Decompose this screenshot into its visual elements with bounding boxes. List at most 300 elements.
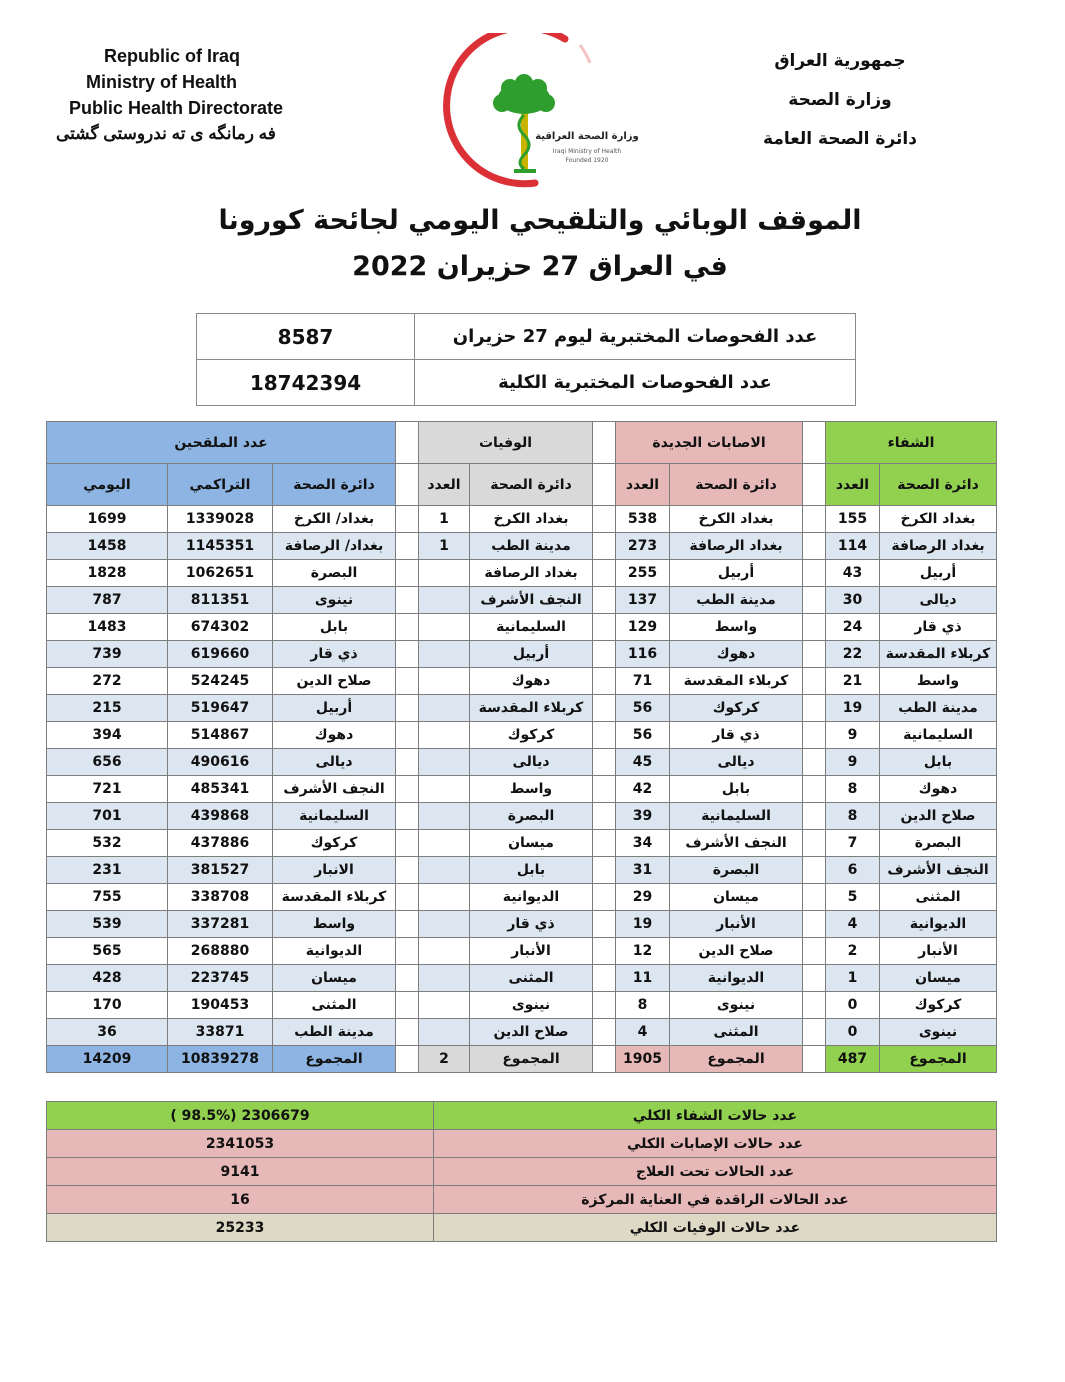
column-gap bbox=[803, 422, 826, 464]
deaths-count-cell bbox=[419, 695, 470, 722]
column-gap bbox=[396, 803, 419, 830]
recovery-count-cell: 8 bbox=[826, 776, 880, 803]
column-gap bbox=[803, 560, 826, 587]
column-gap bbox=[803, 749, 826, 776]
vacc-dept-cell: بغداد/ الكرخ bbox=[273, 506, 396, 533]
recovery-dept-cell: واسط bbox=[880, 668, 997, 695]
vacc-cumulative-cell: 811351 bbox=[168, 587, 273, 614]
column-gap bbox=[396, 641, 419, 668]
column-gap bbox=[803, 992, 826, 1019]
cases-dept-cell: النجف الأشرف bbox=[670, 830, 803, 857]
vacc-daily-cell: 656 bbox=[47, 749, 168, 776]
deaths-dept-cell: السليمانية bbox=[470, 614, 593, 641]
recovery-count-cell: 7 bbox=[826, 830, 880, 857]
table-row bbox=[47, 803, 997, 830]
summary-body bbox=[47, 1102, 997, 1242]
summary-value: 2341053 bbox=[47, 1130, 434, 1158]
recovery-dept-cell: بغداد الكرخ bbox=[880, 506, 997, 533]
regional-stats-table bbox=[46, 421, 997, 1073]
tests-total-value: 18742394 bbox=[197, 360, 415, 406]
vacc-daily-cell: 701 bbox=[47, 803, 168, 830]
vacc-cumulative-cell: 619660 bbox=[168, 641, 273, 668]
vacc-daily-cell: 272 bbox=[47, 668, 168, 695]
recovery-count-cell: 9 bbox=[826, 722, 880, 749]
column-gap bbox=[803, 722, 826, 749]
table-row bbox=[47, 965, 997, 992]
summary-value: 9141 bbox=[47, 1158, 434, 1186]
logo-founded: Founded 1920 bbox=[565, 157, 609, 164]
deaths-dept-cell: بغداد الرصافة bbox=[470, 560, 593, 587]
header-en-line-1: Republic of Iraq bbox=[103, 46, 240, 66]
ministry-logo bbox=[440, 33, 640, 193]
cases-count-cell: 116 bbox=[616, 641, 670, 668]
deaths-count-cell bbox=[419, 911, 470, 938]
recovery-count-cell: 0 bbox=[826, 992, 880, 1019]
deaths-count-cell bbox=[419, 641, 470, 668]
cases-count-cell: 56 bbox=[616, 695, 670, 722]
vacc-cumulative-cell: 337281 bbox=[168, 911, 273, 938]
recovery-total-label: المجموع bbox=[880, 1046, 997, 1073]
vacc-cumulative-cell: 524245 bbox=[168, 668, 273, 695]
table-row bbox=[47, 587, 997, 614]
deaths-dept-cell: كركوك bbox=[470, 722, 593, 749]
recovery-dept-cell: كربلاء المقدسة bbox=[880, 641, 997, 668]
column-gap bbox=[396, 422, 419, 464]
column-gap bbox=[803, 695, 826, 722]
recovery-count-cell: 1 bbox=[826, 965, 880, 992]
recovery-count-cell: 4 bbox=[826, 911, 880, 938]
summary-table bbox=[46, 1101, 997, 1242]
group-new-cases-header: الاصابات الجديدة bbox=[616, 422, 803, 464]
col-recovery-count: العدد bbox=[826, 464, 880, 506]
summary-row bbox=[47, 1102, 997, 1130]
recovery-dept-cell: ديالى bbox=[880, 587, 997, 614]
column-gap bbox=[396, 749, 419, 776]
column-gap bbox=[593, 830, 616, 857]
col-recovery-dept: دائرة الصحة bbox=[880, 464, 997, 506]
tests-daily-value: 8587 bbox=[197, 314, 415, 360]
vacc-daily-cell: 787 bbox=[47, 587, 168, 614]
cases-count-cell: 19 bbox=[616, 911, 670, 938]
vacc-cumulative-cell: 439868 bbox=[168, 803, 273, 830]
recovery-dept-cell: بابل bbox=[880, 749, 997, 776]
deaths-dept-cell: الديوانية bbox=[470, 884, 593, 911]
column-gap bbox=[396, 668, 419, 695]
cases-dept-cell: ديالى bbox=[670, 749, 803, 776]
vacc-daily-cell: 739 bbox=[47, 641, 168, 668]
table-row bbox=[47, 668, 997, 695]
recovery-dept-cell: الأنبار bbox=[880, 938, 997, 965]
column-gap bbox=[396, 1046, 419, 1073]
cases-count-cell: 45 bbox=[616, 749, 670, 776]
table-row bbox=[47, 641, 997, 668]
column-gap bbox=[803, 614, 826, 641]
column-gap bbox=[593, 803, 616, 830]
vacc-dept-cell: الديوانية bbox=[273, 938, 396, 965]
vacc-cumulative-cell: 1062651 bbox=[168, 560, 273, 587]
cases-count-cell: 137 bbox=[616, 587, 670, 614]
recovery-dept-cell: البصرة bbox=[880, 830, 997, 857]
column-gap bbox=[803, 587, 826, 614]
cases-count-cell: 4 bbox=[616, 1019, 670, 1046]
cases-count-cell: 12 bbox=[616, 938, 670, 965]
column-gap bbox=[396, 464, 419, 506]
deaths-total: 2 bbox=[419, 1046, 470, 1073]
palm-tree-icon bbox=[493, 74, 555, 173]
deaths-dept-cell: البصرة bbox=[470, 803, 593, 830]
column-gap bbox=[593, 506, 616, 533]
recovery-dept-cell: بغداد الرصافة bbox=[880, 533, 997, 560]
logo-arabic-name: وزارة الصحة العراقية bbox=[535, 131, 639, 142]
cases-dept-cell: مدينة الطب bbox=[670, 587, 803, 614]
col-deaths-count: العدد bbox=[419, 464, 470, 506]
summary-label: عدد الحالات تحت العلاج bbox=[434, 1158, 997, 1186]
summary-row bbox=[47, 1214, 997, 1242]
cases-count-cell: 273 bbox=[616, 533, 670, 560]
col-vacc-daily: اليومي bbox=[47, 464, 168, 506]
summary-label: عدد الحالات الراقدة في العناية المركزة bbox=[434, 1186, 997, 1214]
deaths-count-cell bbox=[419, 587, 470, 614]
recovery-count-cell: 30 bbox=[826, 587, 880, 614]
column-gap bbox=[803, 938, 826, 965]
vacc-daily-cell: 428 bbox=[47, 965, 168, 992]
table-row bbox=[47, 749, 997, 776]
deaths-dept-cell: صلاح الدين bbox=[470, 1019, 593, 1046]
deaths-dept-cell: ميسان bbox=[470, 830, 593, 857]
table-row bbox=[47, 695, 997, 722]
group-vaccinated-header: عدد الملقحين bbox=[47, 422, 396, 464]
column-gap bbox=[803, 1046, 826, 1073]
summary-label: عدد حالات الشفاء الكلي bbox=[434, 1102, 997, 1130]
recovery-dept-cell: أربيل bbox=[880, 560, 997, 587]
group-header-row bbox=[47, 422, 997, 464]
table-row bbox=[47, 830, 997, 857]
summary-value: 25233 bbox=[47, 1214, 434, 1242]
cases-dept-cell: كركوك bbox=[670, 695, 803, 722]
table-row bbox=[47, 722, 997, 749]
column-gap bbox=[593, 749, 616, 776]
column-gap bbox=[593, 695, 616, 722]
summary-label: عدد حالات الوفيات الكلي bbox=[434, 1214, 997, 1242]
cases-total-label: المجموع bbox=[670, 1046, 803, 1073]
vacc-dept-cell: بابل bbox=[273, 614, 396, 641]
column-gap bbox=[593, 911, 616, 938]
vacc-cumulative-cell: 381527 bbox=[168, 857, 273, 884]
cases-dept-cell: السليمانية bbox=[670, 803, 803, 830]
deaths-count-cell bbox=[419, 884, 470, 911]
cases-count-cell: 11 bbox=[616, 965, 670, 992]
column-gap bbox=[396, 938, 419, 965]
vacc-daily-cell: 1458 bbox=[47, 533, 168, 560]
cases-count-cell: 29 bbox=[616, 884, 670, 911]
cases-count-cell: 56 bbox=[616, 722, 670, 749]
column-gap bbox=[593, 992, 616, 1019]
recovery-dept-cell: دهوك bbox=[880, 776, 997, 803]
cases-count-cell: 39 bbox=[616, 803, 670, 830]
recovery-dept-cell: النجف الأشرف bbox=[880, 857, 997, 884]
recovery-count-cell: 21 bbox=[826, 668, 880, 695]
deaths-dept-cell: ديالى bbox=[470, 749, 593, 776]
deaths-dept-cell: دهوك bbox=[470, 668, 593, 695]
column-gap bbox=[396, 776, 419, 803]
group-deaths-header: الوفيات bbox=[419, 422, 593, 464]
deaths-count-cell bbox=[419, 938, 470, 965]
deaths-count-cell: 1 bbox=[419, 533, 470, 560]
vacc-cumulative-cell: 519647 bbox=[168, 695, 273, 722]
table-row bbox=[47, 1019, 997, 1046]
column-gap bbox=[396, 1019, 419, 1046]
cases-total: 1905 bbox=[616, 1046, 670, 1073]
cases-count-cell: 129 bbox=[616, 614, 670, 641]
group-recovery-header: الشفاء bbox=[826, 422, 997, 464]
deaths-dept-cell: أربيل bbox=[470, 641, 593, 668]
vacc-cumulative-cell: 485341 bbox=[168, 776, 273, 803]
col-deaths-dept: دائرة الصحة bbox=[470, 464, 593, 506]
table-row bbox=[47, 560, 997, 587]
deaths-count-cell bbox=[419, 722, 470, 749]
column-gap bbox=[593, 422, 616, 464]
table-row bbox=[47, 938, 997, 965]
column-gap bbox=[396, 533, 419, 560]
recovery-count-cell: 24 bbox=[826, 614, 880, 641]
recovery-count-cell: 19 bbox=[826, 695, 880, 722]
vacc-daily-cell: 1828 bbox=[47, 560, 168, 587]
column-gap bbox=[593, 884, 616, 911]
vacc-daily-cell: 1483 bbox=[47, 614, 168, 641]
column-gap bbox=[803, 464, 826, 506]
cases-count-cell: 538 bbox=[616, 506, 670, 533]
column-gap bbox=[803, 884, 826, 911]
vacc-dept-cell: السليمانية bbox=[273, 803, 396, 830]
header-kurdish-line: فه رمانگه ی ته ندروستی گشتی bbox=[56, 124, 276, 143]
cases-dept-cell: بابل bbox=[670, 776, 803, 803]
deaths-dept-cell: مدينة الطب bbox=[470, 533, 593, 560]
deaths-count-cell bbox=[419, 965, 470, 992]
vacc-dept-cell: ديالى bbox=[273, 749, 396, 776]
col-vacc-dept: دائرة الصحة bbox=[273, 464, 396, 506]
deaths-dept-cell: واسط bbox=[470, 776, 593, 803]
column-gap bbox=[593, 464, 616, 506]
column-gap bbox=[803, 911, 826, 938]
vacc-total-daily: 14209 bbox=[47, 1046, 168, 1073]
vacc-cumulative-cell: 437886 bbox=[168, 830, 273, 857]
summary-row bbox=[47, 1186, 997, 1214]
vacc-dept-cell: ميسان bbox=[273, 965, 396, 992]
report-title bbox=[200, 198, 880, 290]
cases-dept-cell: كربلاء المقدسة bbox=[670, 668, 803, 695]
vacc-total-label: المجموع bbox=[273, 1046, 396, 1073]
recovery-dept-cell: ميسان bbox=[880, 965, 997, 992]
vacc-cumulative-cell: 1145351 bbox=[168, 533, 273, 560]
header-ar-line-2: وزارة الصحة bbox=[788, 90, 892, 110]
vacc-daily-cell: 721 bbox=[47, 776, 168, 803]
vacc-dept-cell: صلاح الدين bbox=[273, 668, 396, 695]
regional-stats-body bbox=[47, 506, 997, 1073]
col-cases-dept: دائرة الصحة bbox=[670, 464, 803, 506]
recovery-count-cell: 9 bbox=[826, 749, 880, 776]
recovery-dept-cell: مدينة الطب bbox=[880, 695, 997, 722]
deaths-count-cell bbox=[419, 857, 470, 884]
deaths-count-cell: 1 bbox=[419, 506, 470, 533]
recovery-dept-cell: نينوى bbox=[880, 1019, 997, 1046]
column-gap bbox=[396, 695, 419, 722]
vacc-total-cumulative: 10839278 bbox=[168, 1046, 273, 1073]
recovery-dept-cell: صلاح الدين bbox=[880, 803, 997, 830]
deaths-count-cell bbox=[419, 614, 470, 641]
recovery-dept-cell: المثنى bbox=[880, 884, 997, 911]
col-vacc-cumulative: التراكمي bbox=[168, 464, 273, 506]
column-gap bbox=[396, 587, 419, 614]
column-header-row bbox=[47, 464, 997, 506]
vacc-dept-cell: نينوى bbox=[273, 587, 396, 614]
column-gap bbox=[593, 560, 616, 587]
column-gap bbox=[396, 722, 419, 749]
title-line-2: في العراق 27 حزيران 2022 bbox=[352, 251, 728, 282]
cases-dept-cell: الأنبار bbox=[670, 911, 803, 938]
vacc-dept-cell: دهوك bbox=[273, 722, 396, 749]
header-en-line-2: Ministry of Health bbox=[85, 72, 237, 92]
vacc-dept-cell: البصرة bbox=[273, 560, 396, 587]
vacc-cumulative-cell: 33871 bbox=[168, 1019, 273, 1046]
ministry-logo-icon bbox=[440, 33, 640, 193]
column-gap bbox=[396, 506, 419, 533]
recovery-dept-cell: ذي قار bbox=[880, 614, 997, 641]
cases-dept-cell: صلاح الدين bbox=[670, 938, 803, 965]
cases-dept-cell: بغداد الرصافة bbox=[670, 533, 803, 560]
cases-dept-cell: الديوانية bbox=[670, 965, 803, 992]
cases-dept-cell: ميسان bbox=[670, 884, 803, 911]
cases-count-cell: 255 bbox=[616, 560, 670, 587]
column-gap bbox=[396, 965, 419, 992]
column-gap bbox=[803, 1019, 826, 1046]
deaths-count-cell bbox=[419, 776, 470, 803]
vacc-dept-cell: مدينة الطب bbox=[273, 1019, 396, 1046]
summary-label: عدد حالات الإصابات الكلي bbox=[434, 1130, 997, 1158]
vacc-cumulative-cell: 674302 bbox=[168, 614, 273, 641]
column-gap bbox=[593, 641, 616, 668]
cases-count-cell: 71 bbox=[616, 668, 670, 695]
column-gap bbox=[803, 776, 826, 803]
column-gap bbox=[396, 614, 419, 641]
cases-count-cell: 31 bbox=[616, 857, 670, 884]
cases-dept-cell: واسط bbox=[670, 614, 803, 641]
column-gap bbox=[803, 506, 826, 533]
column-gap bbox=[593, 1019, 616, 1046]
vacc-dept-cell: المثنى bbox=[273, 992, 396, 1019]
column-gap bbox=[396, 884, 419, 911]
deaths-count-cell bbox=[419, 992, 470, 1019]
deaths-count-cell bbox=[419, 668, 470, 695]
header-english bbox=[52, 43, 287, 147]
recovery-count-cell: 0 bbox=[826, 1019, 880, 1046]
summary-value: ( 98.5%) 2306679 bbox=[47, 1102, 434, 1130]
vacc-cumulative-cell: 514867 bbox=[168, 722, 273, 749]
cases-count-cell: 8 bbox=[616, 992, 670, 1019]
tests-daily-label: عدد الفحوصات المختبرية ليوم 27 حزيران bbox=[415, 314, 856, 360]
recovery-count-cell: 155 bbox=[826, 506, 880, 533]
cases-dept-cell: البصرة bbox=[670, 857, 803, 884]
column-gap bbox=[396, 992, 419, 1019]
column-gap bbox=[396, 857, 419, 884]
column-gap bbox=[593, 776, 616, 803]
totals-row bbox=[47, 1046, 997, 1073]
deaths-dept-cell: كربلاء المقدسة bbox=[470, 695, 593, 722]
vacc-daily-cell: 565 bbox=[47, 938, 168, 965]
vacc-cumulative-cell: 190453 bbox=[168, 992, 273, 1019]
vacc-daily-cell: 36 bbox=[47, 1019, 168, 1046]
table-row bbox=[47, 857, 997, 884]
recovery-count-cell: 114 bbox=[826, 533, 880, 560]
column-gap bbox=[593, 965, 616, 992]
header-arabic bbox=[740, 46, 940, 163]
column-gap bbox=[593, 1046, 616, 1073]
column-gap bbox=[803, 668, 826, 695]
vacc-daily-cell: 1699 bbox=[47, 506, 168, 533]
summary-value: 16 bbox=[47, 1186, 434, 1214]
vacc-dept-cell: كربلاء المقدسة bbox=[273, 884, 396, 911]
deaths-dept-cell: ذي قار bbox=[470, 911, 593, 938]
deaths-dept-cell: الأنبار bbox=[470, 938, 593, 965]
cases-count-cell: 34 bbox=[616, 830, 670, 857]
header-ar-line-1: جمهورية العراق bbox=[774, 51, 906, 71]
table-row bbox=[47, 506, 997, 533]
cases-dept-cell: أربيل bbox=[670, 560, 803, 587]
header-ar-line-3: دائرة الصحة العامة bbox=[763, 129, 917, 149]
vacc-daily-cell: 394 bbox=[47, 722, 168, 749]
vacc-cumulative-cell: 490616 bbox=[168, 749, 273, 776]
recovery-count-cell: 2 bbox=[826, 938, 880, 965]
vacc-cumulative-cell: 338708 bbox=[168, 884, 273, 911]
vacc-cumulative-cell: 223745 bbox=[168, 965, 273, 992]
column-gap bbox=[803, 857, 826, 884]
vacc-daily-cell: 170 bbox=[47, 992, 168, 1019]
deaths-dept-cell: نينوى bbox=[470, 992, 593, 1019]
table-row bbox=[47, 992, 997, 1019]
table-row bbox=[47, 533, 997, 560]
deaths-dept-cell: المثنى bbox=[470, 965, 593, 992]
column-gap bbox=[396, 911, 419, 938]
column-gap bbox=[803, 533, 826, 560]
vacc-daily-cell: 215 bbox=[47, 695, 168, 722]
column-gap bbox=[396, 560, 419, 587]
summary-row bbox=[47, 1130, 997, 1158]
deaths-count-cell bbox=[419, 1019, 470, 1046]
vacc-dept-cell: النجف الأشرف bbox=[273, 776, 396, 803]
cases-dept-cell: بغداد الكرخ bbox=[670, 506, 803, 533]
cases-dept-cell: نينوى bbox=[670, 992, 803, 1019]
column-gap bbox=[593, 938, 616, 965]
tests-total-label: عدد الفحوصات المختبرية الكلية bbox=[415, 360, 856, 406]
deaths-count-cell bbox=[419, 830, 470, 857]
table-row bbox=[47, 911, 997, 938]
column-gap bbox=[396, 830, 419, 857]
col-cases-count: العدد bbox=[616, 464, 670, 506]
recovery-count-cell: 43 bbox=[826, 560, 880, 587]
vacc-daily-cell: 755 bbox=[47, 884, 168, 911]
recovery-count-cell: 8 bbox=[826, 803, 880, 830]
recovery-total: 487 bbox=[826, 1046, 880, 1073]
deaths-dept-cell: بابل bbox=[470, 857, 593, 884]
cases-dept-cell: دهوك bbox=[670, 641, 803, 668]
column-gap bbox=[803, 965, 826, 992]
column-gap bbox=[803, 830, 826, 857]
tests-row-total bbox=[197, 360, 856, 406]
column-gap bbox=[593, 668, 616, 695]
deaths-count-cell bbox=[419, 560, 470, 587]
title-line-1: الموقف الوبائي والتلقيحي اليومي لجائحة كورونا bbox=[218, 205, 862, 236]
lab-tests-table bbox=[196, 313, 856, 406]
column-gap bbox=[593, 587, 616, 614]
